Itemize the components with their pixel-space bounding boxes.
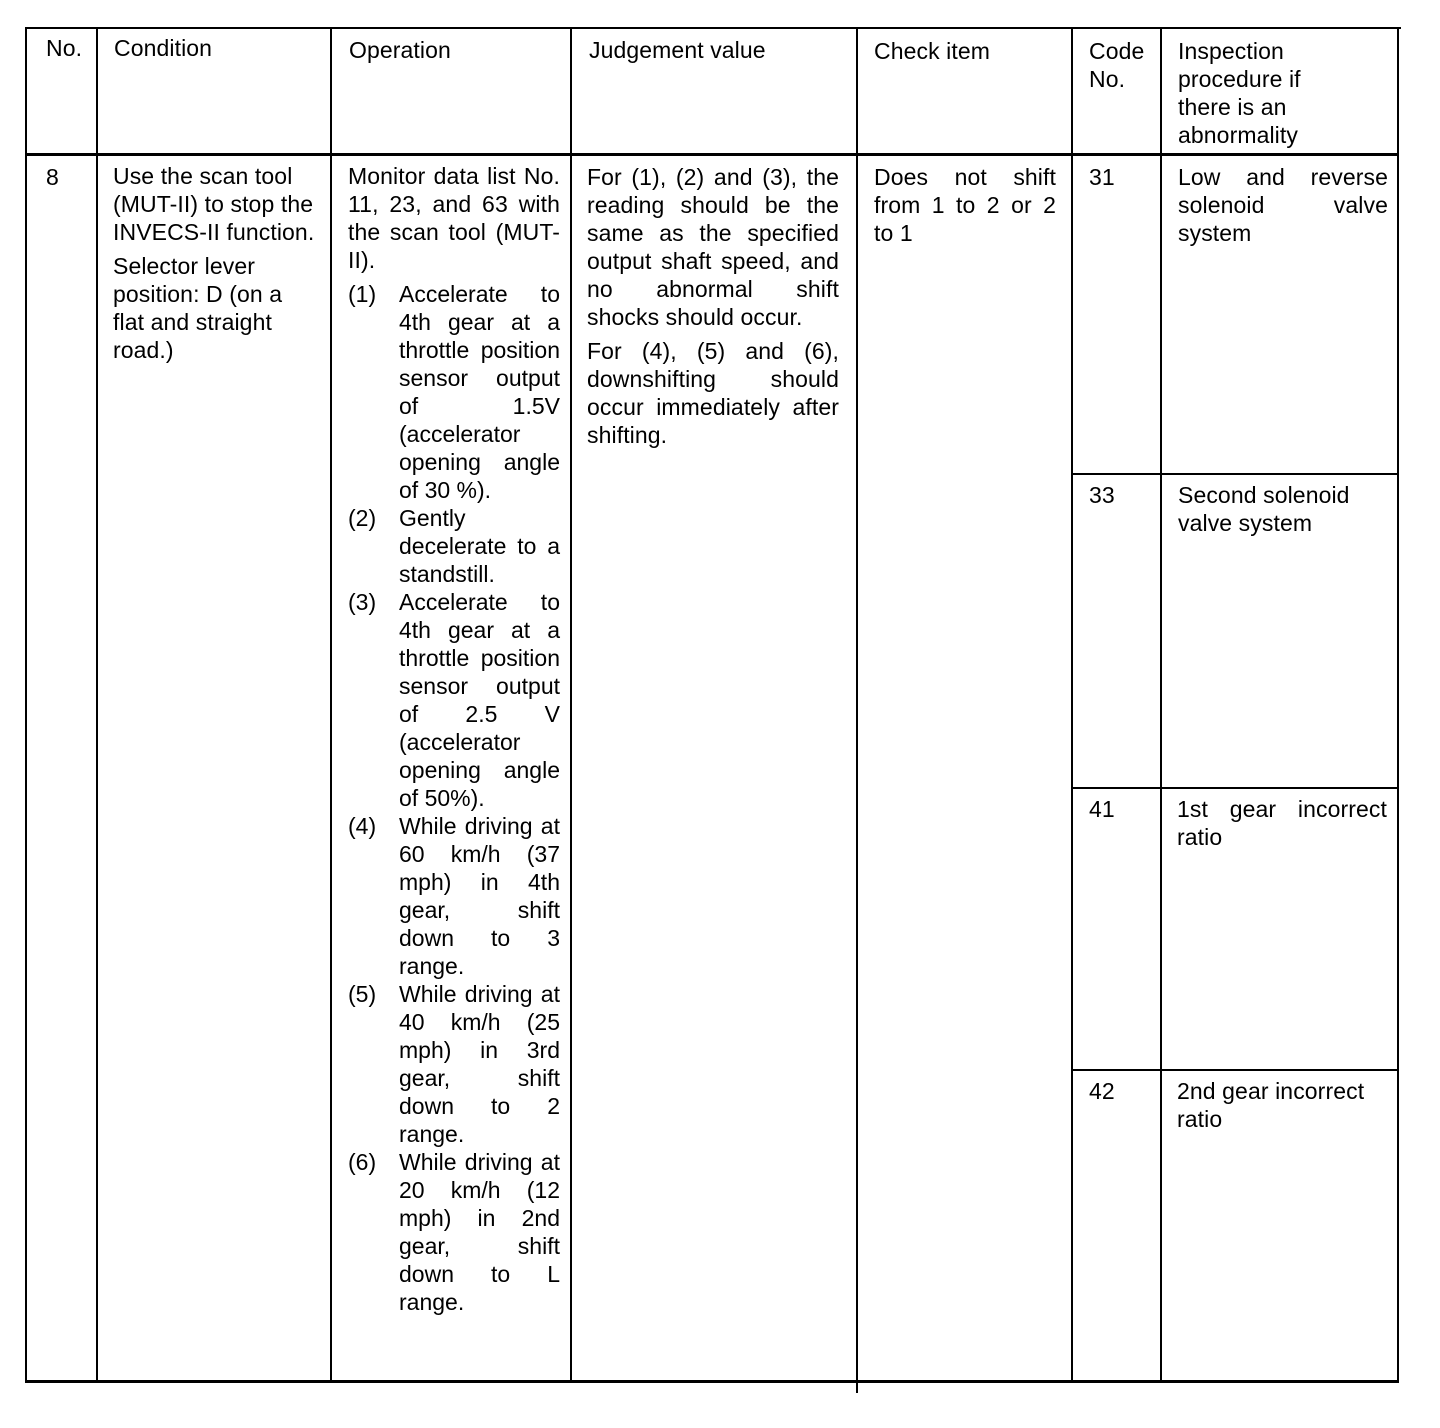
col-sep-no bbox=[96, 27, 98, 1383]
col-sep-operation bbox=[570, 27, 572, 1383]
header-inspection: Inspection procedure if there is an abnormality bbox=[1178, 38, 1301, 148]
step-text: While driving at 60 km/h (37 mph) in 4th gear, shift down to 3 range. bbox=[399, 813, 560, 979]
operation-steps-list bbox=[348, 280, 560, 1316]
step-number: (2) bbox=[348, 505, 377, 531]
col-sep-judgement bbox=[856, 27, 858, 1393]
operation-step bbox=[348, 280, 560, 504]
header-operation: Operation bbox=[349, 37, 451, 63]
header-no: No. bbox=[46, 35, 83, 61]
table-left-border bbox=[25, 27, 27, 1383]
operation-intro: Monitor data list No. 11, 23, and 63 with the scan tool (MUT-II). bbox=[348, 163, 560, 273]
code-31: 31 bbox=[1089, 164, 1115, 190]
code-row-sep-3 bbox=[1072, 1069, 1398, 1071]
operation-step bbox=[348, 980, 560, 1148]
step-number: (5) bbox=[348, 981, 377, 1007]
procedure-41: 1st gear incorrect ratio bbox=[1177, 796, 1387, 850]
procedure-31: Low and reverse solenoid valve system bbox=[1178, 164, 1388, 246]
procedure-33: Second solenoid valve system bbox=[1178, 482, 1350, 536]
judgement-text-2: For (4), (5) and (6), downshifting should occur immediately after shifting. bbox=[587, 338, 839, 448]
step-number: (1) bbox=[348, 281, 377, 307]
operation-step bbox=[348, 812, 560, 980]
col-sep-code bbox=[1160, 27, 1162, 1383]
condition-text-2: Selector lever position: D (on a flat and straight road.) bbox=[113, 253, 283, 363]
step-text: Gently decelerate to a standstill. bbox=[399, 505, 560, 587]
condition-cell bbox=[113, 162, 319, 364]
operation-step bbox=[348, 504, 560, 588]
step-text: While driving at 20 km/h (12 mph) in 2nd gear, shift down to L range. bbox=[399, 1149, 560, 1315]
step-number: (4) bbox=[348, 813, 377, 839]
code-row-sep-2 bbox=[1072, 787, 1398, 789]
col-sep-check bbox=[1071, 27, 1073, 1383]
code-42: 42 bbox=[1089, 1078, 1115, 1104]
col-sep-condition bbox=[330, 27, 332, 1383]
operation-step bbox=[348, 588, 560, 812]
row-number: 8 bbox=[46, 164, 59, 190]
judgement-text-1: For (1), (2) and (3), the reading should be the same as the specified output shaft speed, and no abnormal shift shocks should occur. bbox=[587, 164, 839, 330]
header-condition: Condition bbox=[114, 35, 213, 61]
procedure-42: 2nd gear incorrect ratio bbox=[1177, 1078, 1365, 1132]
code-33: 33 bbox=[1089, 482, 1115, 508]
judgement-cell bbox=[587, 163, 839, 449]
code-row-sep-1 bbox=[1072, 473, 1398, 475]
header-bottom-rule bbox=[25, 153, 1399, 156]
table-bottom-border bbox=[25, 1380, 1398, 1383]
code-41: 41 bbox=[1089, 796, 1115, 822]
step-text: Accelerate to 4th gear at a throttle position sensor output of 2.5 V (accelerator opening angle of 50%). bbox=[399, 589, 560, 811]
step-number: (6) bbox=[348, 1149, 377, 1175]
condition-text-1: Use the scan tool (MUT-II) to stop the INVECS-II function. bbox=[113, 163, 315, 245]
operation-step bbox=[348, 1148, 560, 1316]
header-judgement: Judgement value bbox=[589, 37, 766, 63]
header-check-item: Check item bbox=[874, 38, 991, 64]
table-right-border bbox=[1397, 27, 1399, 1383]
operation-cell bbox=[348, 162, 560, 1316]
step-text: While driving at 40 km/h (25 mph) in 3rd gear, shift down to 2 range. bbox=[399, 981, 560, 1147]
table-top-border bbox=[25, 27, 1401, 29]
check-item-text: Does not shift from 1 to 2 or 2 to 1 bbox=[874, 164, 1056, 246]
header-code-no: Code No. bbox=[1089, 38, 1145, 92]
step-number: (3) bbox=[348, 589, 377, 615]
step-text: Accelerate to 4th gear at a throttle position sensor output of 1.5V (accelerator opening angle of 30 %). bbox=[399, 281, 560, 503]
